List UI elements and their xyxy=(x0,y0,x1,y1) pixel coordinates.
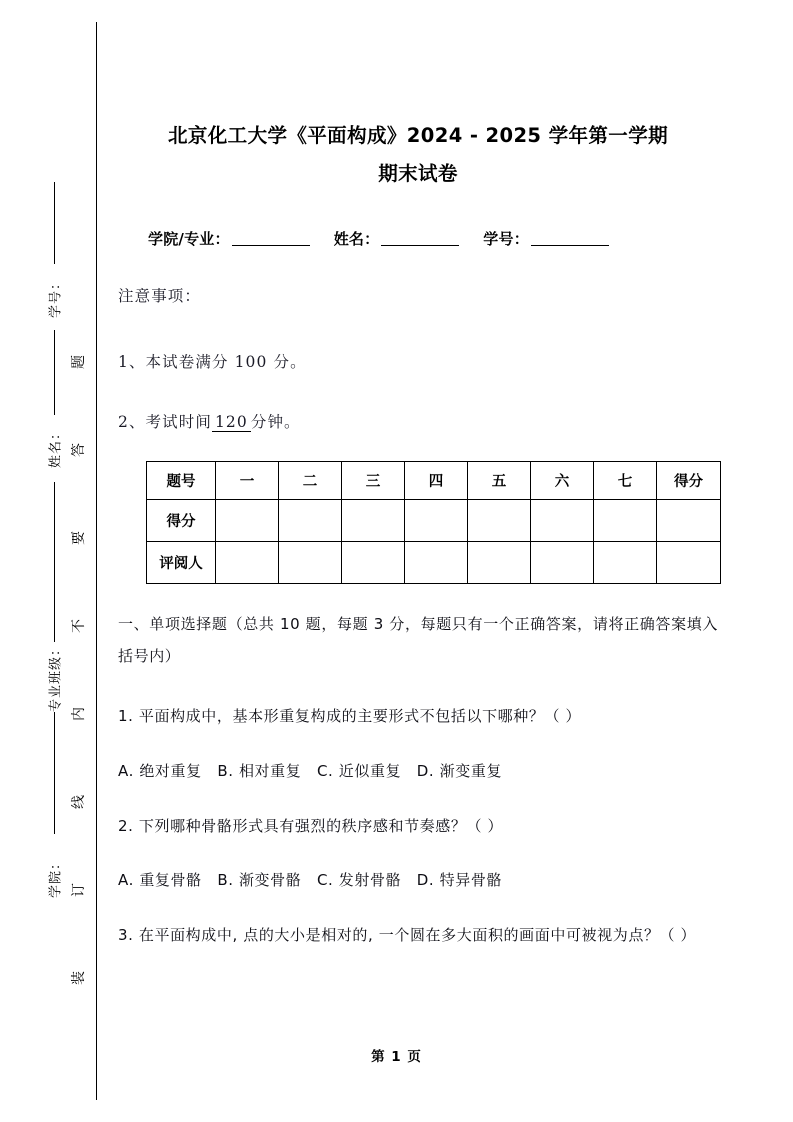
question-1-stem: 1. 平面构成中，基本形重复构成的主要形式不包括以下哪种？（ ） xyxy=(118,707,582,725)
notice-item-1: 1、本试卷满分 100 分。 xyxy=(118,353,307,371)
exam-duration-value: 120 xyxy=(212,413,251,432)
content-column xyxy=(118,0,718,1122)
score-table xyxy=(146,461,721,584)
score-table-row-grader xyxy=(147,542,721,584)
question-2-options: A. 重复骨骼 B. 渐变骨骼 C. 发射骨骼 D. 特异骨骼 xyxy=(118,871,503,889)
margin-label-class: 专业班级： xyxy=(48,641,64,713)
question-2-wrap xyxy=(118,810,718,842)
grader-cell[interactable] xyxy=(342,542,405,584)
score-table-header-cell: 一 xyxy=(216,462,279,500)
binding-char-bu: 不 xyxy=(71,619,87,633)
grader-cell[interactable] xyxy=(594,542,657,584)
grader-cell[interactable] xyxy=(279,542,342,584)
student-id-blank[interactable] xyxy=(531,245,609,246)
section-1-heading-wrap xyxy=(118,608,718,672)
notice-item-2-prefix: 2、考试时间 xyxy=(118,413,212,431)
binding-inner-rule xyxy=(96,22,97,1100)
college-major-blank[interactable] xyxy=(232,245,310,246)
question-3-wrap xyxy=(118,919,718,951)
notice-item-1-wrap xyxy=(118,347,718,377)
score-table-header-cell: 题号 xyxy=(147,462,216,500)
score-table-header-cell: 三 xyxy=(342,462,405,500)
college-major-label: 学院/专业： xyxy=(148,230,230,248)
binding-char-ti: 题 xyxy=(71,355,87,369)
grader-cell[interactable] xyxy=(531,542,594,584)
page-footer: 第 1 页 xyxy=(371,1049,422,1065)
binding-outer-rule-segment xyxy=(54,712,55,834)
section-1-heading: 一、单项选择题（总共 10 题，每题 3 分，每题只有一个正确答案，请将正确答案填入括号内） xyxy=(118,615,718,665)
score-cell[interactable] xyxy=(279,500,342,542)
score-cell[interactable] xyxy=(531,500,594,542)
grader-cell[interactable] xyxy=(216,542,279,584)
score-cell[interactable] xyxy=(468,500,531,542)
score-table-row-score xyxy=(147,500,721,542)
score-table-header-cell: 得分 xyxy=(657,462,721,500)
score-table-row-label: 得分 xyxy=(147,500,216,542)
binding-outer-rule-segment xyxy=(54,330,55,415)
exam-title-line2: 期末试卷 xyxy=(378,162,458,185)
question-2-options-wrap xyxy=(118,864,718,896)
margin-label-college: 学院： xyxy=(48,855,64,899)
binding-char-nei: 内 xyxy=(71,707,87,721)
score-cell[interactable] xyxy=(594,500,657,542)
binding-char-da: 答 xyxy=(71,443,87,457)
score-table-row-label: 评阅人 xyxy=(147,542,216,584)
score-table-header-cell: 七 xyxy=(594,462,657,500)
grader-cell[interactable] xyxy=(657,542,721,584)
student-id-label: 学号： xyxy=(483,230,529,248)
score-table-header-cell: 六 xyxy=(531,462,594,500)
question-1-options-wrap xyxy=(118,755,718,787)
binding-char-ding: 订 xyxy=(71,883,87,897)
question-1-wrap xyxy=(118,700,718,732)
exam-title xyxy=(118,118,718,192)
binding-char-yao: 要 xyxy=(71,531,87,545)
binding-outer-rule-segment xyxy=(54,182,55,264)
binding-outer-rule-segment xyxy=(54,482,55,642)
question-1-options: A. 绝对重复 B. 相对重复 C. 近似重复 D. 渐变重复 xyxy=(118,762,503,780)
binding-margin xyxy=(0,0,110,1122)
notice-item-2-suffix: 分钟。 xyxy=(250,413,301,431)
score-cell[interactable] xyxy=(216,500,279,542)
binding-char-zhuang: 装 xyxy=(71,971,87,985)
exam-title-line1: 北京化工大学《平面构成》2024 - 2025 学年第一学期 xyxy=(167,124,668,147)
grader-cell[interactable] xyxy=(405,542,468,584)
score-cell[interactable] xyxy=(405,500,468,542)
name-blank[interactable] xyxy=(381,245,459,246)
score-cell[interactable] xyxy=(342,500,405,542)
score-cell[interactable] xyxy=(657,500,721,542)
margin-label-name: 姓名： xyxy=(48,425,64,469)
question-2-stem: 2. 下列哪种骨骼形式具有强烈的秩序感和节奏感？（ ） xyxy=(118,817,504,835)
notices-heading: 注意事项： xyxy=(118,287,202,305)
score-table-header-row xyxy=(147,462,721,500)
grader-cell[interactable] xyxy=(468,542,531,584)
question-3-stem: 3. 在平面构成中, 点的大小是相对的, 一个圆在多大面积的画面中可被视为点？（ ） xyxy=(118,926,697,944)
score-table-header-cell: 五 xyxy=(468,462,531,500)
score-table-header-cell: 二 xyxy=(279,462,342,500)
margin-label-student-id: 学号： xyxy=(48,275,64,319)
binding-char-xian: 线 xyxy=(71,795,87,809)
notice-item-2-wrap xyxy=(118,407,718,437)
name-label: 姓名： xyxy=(333,230,380,248)
student-identity-line xyxy=(148,228,718,249)
notices-heading-wrap xyxy=(118,281,718,311)
score-table-header-cell: 四 xyxy=(405,462,468,500)
notice-item-2 xyxy=(118,407,718,437)
